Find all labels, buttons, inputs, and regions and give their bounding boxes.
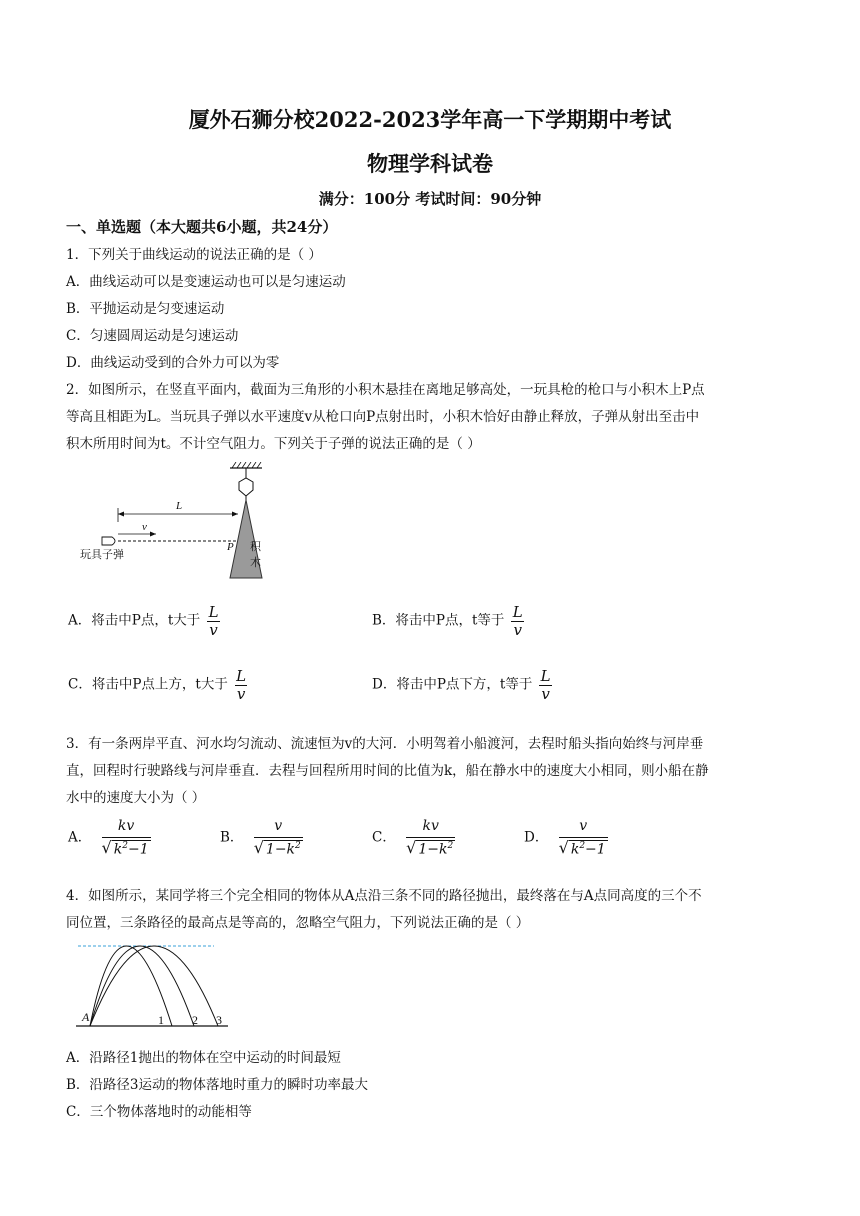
label-l: L (176, 500, 183, 512)
q2-option-b-text: B．将击中P点，t等于 (372, 612, 505, 629)
q3-stem-line3: 水中的速度大小为（ ） (66, 790, 206, 806)
q1-stem: 1．下列关于曲线运动的说法正确的是（ ） (66, 247, 322, 263)
q3-option-c: C． kv √ $1-k^2$ (372, 818, 454, 858)
q3-stem-line2: 直，回程时行驶路线与河岸垂直．去程与回程所用时间的比值为k，船在静水中的速度大小相同，则小船在静 (66, 763, 709, 779)
q3-option-b: B． v √ $1-k^2$ (220, 818, 301, 858)
fraction-l-over-v: $\frac{L}{v}$ (208, 603, 219, 639)
block-label-1: 积 (250, 541, 261, 553)
path-label-3: 3 (216, 1013, 222, 1027)
q1-option-a: A．曲线运动可以是变速运动也可以是匀速运动 (66, 274, 346, 290)
q2-stem-line1: 2．如图所示，在竖直平面内，截面为三角形的小积木悬挂在离地足够高处，一玩具枪的枪口与小积木上P点 (66, 382, 705, 398)
q4-option-a: A．沿路径1抛出的物体在空中运动的时间最短 (66, 1050, 341, 1066)
fraction-l-over-v: $\frac{L}{v}$ (236, 667, 247, 703)
bullet-icon (102, 537, 115, 545)
exam-meta: 满分：100分 考试时间：90分钟 (318, 190, 542, 208)
label-p: P (227, 541, 234, 553)
fraction-l-over-v: $\frac{L}{v}$ (540, 667, 551, 703)
block-label-2: 木 (250, 557, 261, 569)
q4-option-b: B．沿路径3运动的物体落地时重力的瞬时功率最大 (66, 1077, 369, 1093)
label-v: v (142, 521, 147, 533)
exam-title: 厦外石狮分校2022-2023学年高一下学期期中考试 (188, 107, 672, 132)
q2-option-c-text: C．将击中P点上方，t大于 (68, 676, 228, 693)
q4-stem-line2: 同位置，三条路径的最高点是等高的，忽略空气阻力，下列说法正确的是（ ） (66, 915, 530, 931)
q1-option-d: D．曲线运动受到的合外力可以为零 (66, 355, 280, 371)
q4-figure (72, 940, 232, 1032)
q3-stem-line1: 3．有一条两岸平直、河水均匀流动、流速恒为v的大河．小明驾着小船渡河，去程时船头指向始终与河岸垂 (66, 736, 704, 752)
fraction-sqrt: v √ $1-k^2$ (253, 818, 301, 858)
fraction-sqrt: v √ $k^2-1$ (558, 818, 606, 858)
q2-figure (72, 462, 292, 587)
path-label-1: 1 (158, 1013, 164, 1027)
q1-option-c: C．匀速圆周运动是匀速运动 (66, 328, 239, 344)
q2-option-d (372, 668, 553, 702)
fraction-sqrt: kv √ $1-k^2$ (406, 818, 454, 858)
fraction-l-over-v: $\frac{L}{v}$ (512, 603, 523, 639)
q4-option-c: C．三个物体落地时的动能相等 (66, 1104, 252, 1120)
q2-option-b (372, 604, 525, 638)
q3-option-a: A． kv √ $k^2-1$ (68, 818, 149, 858)
q3-option-d: D． v √ $k^2-1$ (524, 818, 606, 858)
exam-subtitle: 物理学科试卷 (367, 151, 493, 176)
q2-stem-line2: 等高且相距为L。当玩具子弹以水平速度v从枪口向P点射出时，小积木恰好由静止释放，子弹从射出至击中 (66, 409, 700, 425)
q2-option-a-text: A．将击中P点，t大于 (68, 612, 201, 629)
path-label-2: 2 (192, 1013, 198, 1027)
label-a: A (82, 1010, 90, 1024)
label-bullet: 玩具子弹 (80, 549, 124, 561)
q2-option-d-text: D．将击中P点下方，t等于 (372, 676, 533, 693)
fraction-sqrt: kv √ $k^2-1$ (101, 818, 149, 858)
q2-option-c (68, 668, 248, 702)
section-heading: 一、单选题（本大题共6小题，共24分） (66, 218, 338, 236)
q2-stem-line3: 积木所用时间为t。不计空气阻力。下列关于子弹的说法正确的是（ ） (66, 436, 481, 452)
q4-stem-line1: 4．如图所示，某同学将三个完全相同的物体从A点沿三条不同的路径抛出，最终落在与A点同高度的三个不 (66, 888, 702, 904)
q2-option-a (68, 604, 221, 638)
q1-option-b: B．平抛运动是匀变速运动 (66, 301, 225, 317)
